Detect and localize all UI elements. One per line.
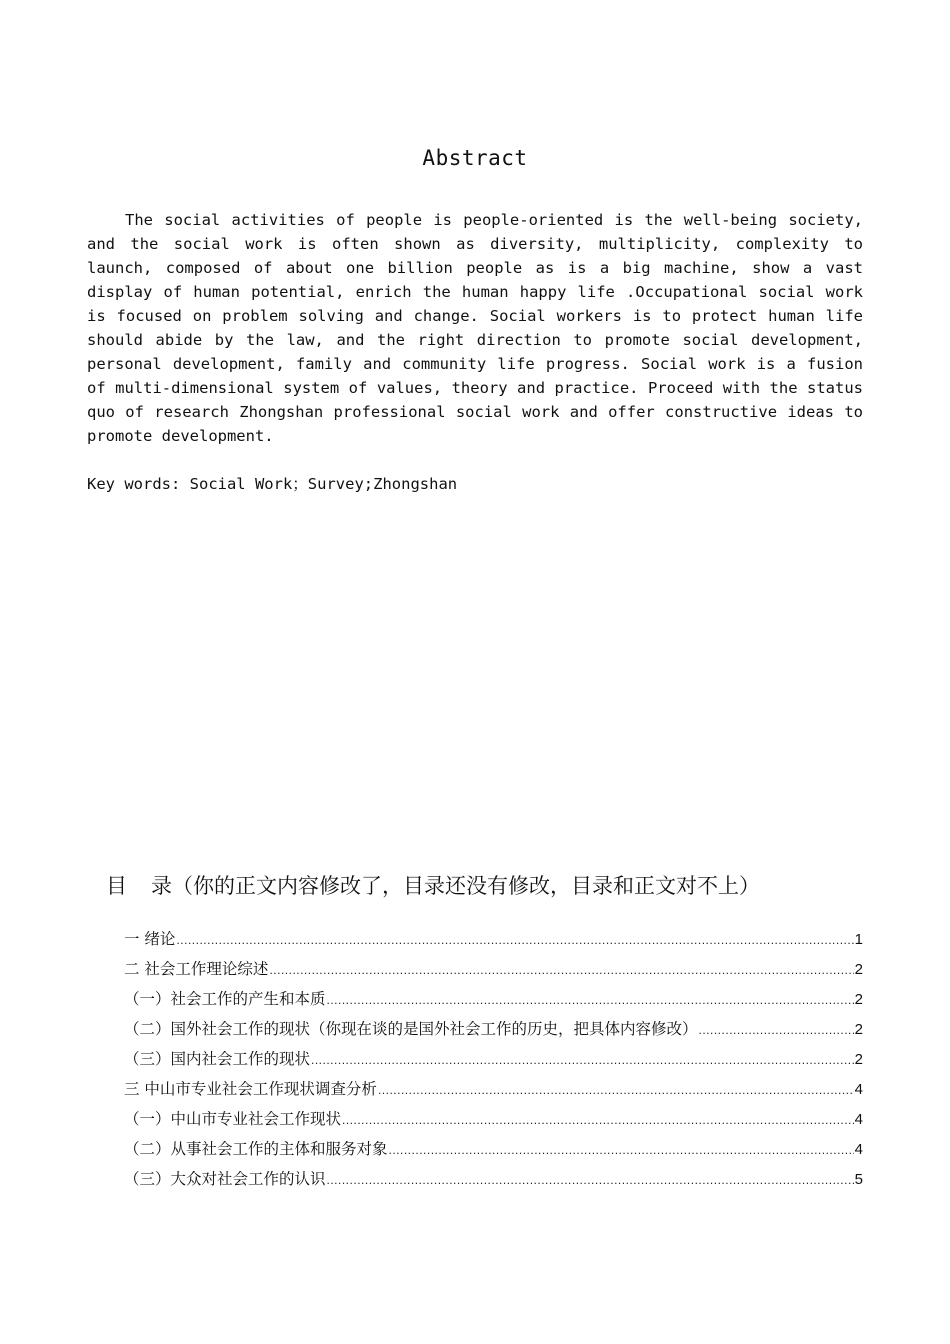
toc-leader <box>378 1075 854 1105</box>
toc-entry[interactable] <box>124 1044 863 1074</box>
table-of-contents <box>124 924 863 1194</box>
toc-leader <box>342 1105 854 1135</box>
toc-entry-page: 5 <box>854 1171 863 1188</box>
toc-entry-label: （一）中山市专业社会工作现状 <box>124 1110 342 1128</box>
toc-leader <box>699 1015 854 1045</box>
toc-leader <box>327 985 854 1015</box>
toc-entry-page: 4 <box>854 1081 863 1098</box>
toc-entry[interactable] <box>124 1104 863 1134</box>
toc-entry-label: （三）国内社会工作的现状 <box>124 1050 311 1068</box>
abstract-body: The social activities of people is people-oriented is the well-being society, and the social work is often shown as diversity, multiplicity, complexity to launch, composed of about one billion people as is a big machine, show a vast display of human potential, enrich the human happy life .Occupational social work is focused on problem solving and change. Social workers is to protect human life should abide by the law, and the right direction to promote social development, personal development, family and community life progress. Social work is a fusion of multi-dimensional system of values, theory and practice. Proceed with the status quo of research Zhongshan professional social work and offer constructive ideas to promote development. <box>87 211 863 445</box>
toc-entry-label: 三 中山市专业社会工作现状调查分析 <box>124 1080 377 1098</box>
keywords: Key words: Social Work；Survey;Zhongshan <box>87 475 458 493</box>
toc-title-tail: 录（你的正文内容修改了，目录还没有修改，目录和正文对不上） <box>151 874 760 898</box>
toc-leader <box>327 1165 854 1195</box>
toc-leader <box>311 1045 854 1075</box>
toc-entry-page: 4 <box>854 1111 863 1128</box>
toc-leader <box>269 955 853 985</box>
toc-entry[interactable] <box>124 1134 863 1164</box>
toc-entry-label: （三）大众对社会工作的认识 <box>124 1170 326 1188</box>
toc-title <box>106 870 906 900</box>
toc-entry-page: 2 <box>854 961 863 978</box>
toc-entry-page: 2 <box>854 1021 863 1038</box>
toc-entry-label: 一 绪论 <box>124 930 176 948</box>
toc-entry-page: 2 <box>854 991 863 1008</box>
toc-leader <box>176 925 853 955</box>
toc-entry[interactable] <box>124 954 863 984</box>
toc-entry-label: （二）国外社会工作的现状（你现在谈的是国外社会工作的历史，把具体内容修改） <box>124 1020 698 1038</box>
toc-entry[interactable] <box>124 924 863 954</box>
toc-entry-label: 二 社会工作理论综述 <box>124 960 269 978</box>
toc-entry[interactable] <box>124 984 863 1014</box>
toc-entry[interactable] <box>124 1164 863 1194</box>
toc-entry-page: 4 <box>854 1141 863 1158</box>
toc-entry-page: 2 <box>854 1051 863 1068</box>
abstract-title: Abstract <box>422 146 528 170</box>
toc-title-head: 目 <box>106 874 127 898</box>
toc-entry-page: 1 <box>854 931 863 948</box>
toc-entry-label: （二）从事社会工作的主体和服务对象 <box>124 1140 388 1158</box>
toc-entry-label: （一）社会工作的产生和本质 <box>124 990 326 1008</box>
toc-entry[interactable] <box>124 1074 863 1104</box>
toc-entry[interactable] <box>124 1014 863 1044</box>
toc-leader <box>389 1135 854 1165</box>
